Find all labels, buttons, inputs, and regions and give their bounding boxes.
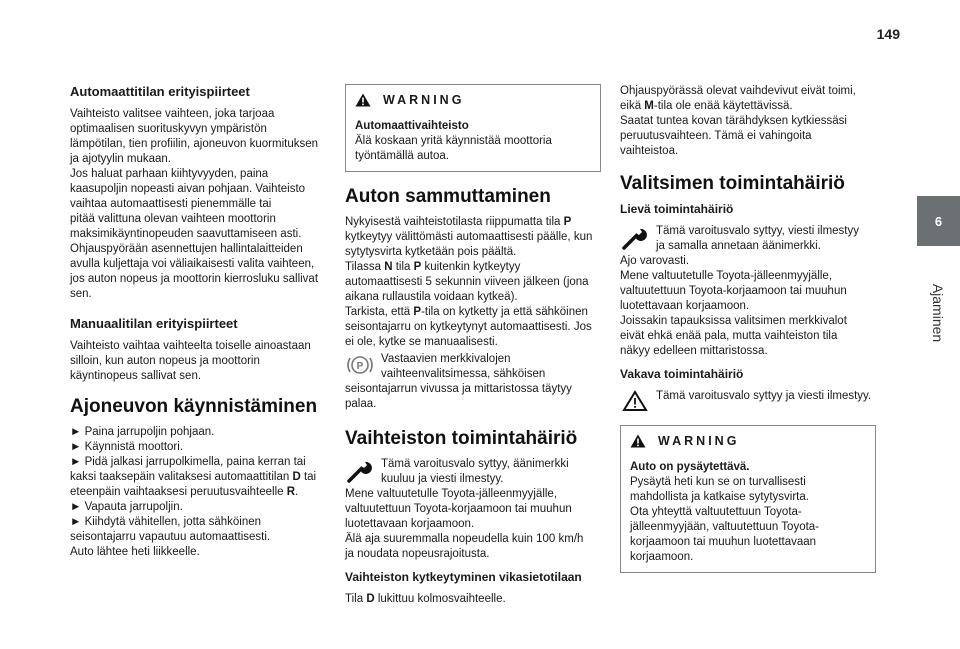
start-step: ► Paina jarrupoljin pohjaan. — [70, 426, 215, 438]
severe-fault-note — [620, 389, 876, 413]
page-number: 149 — [876, 26, 900, 42]
start-step: ► Kiihdytä vähitellen, jotta sähköinen seisontajarru vapautuu automaattisesti. — [70, 516, 271, 543]
heading-severe-fault: Vakava toimintahäiriö — [620, 367, 744, 381]
warning-title: WARNING — [383, 93, 465, 107]
text-auto-mode: Vaihteisto valitsee vaihteen, joka tarjoaa optimaalisen suorituskyvyn ympäristön lämpötilan, tien profiilin, ajoneuvon kuormituksen ja ajotyylin mukaan. Jos haluat parhaan kiihtyvyyden, paina kaasupoljin nopeasti aivan pohjaan. Vaihteisto vaihtaa automaattisesti pienemmälle tai pitää valittuna olevan vaihteen moottorin maksimikäyntinopeuden saavuttamiseen asti. Ohjauspyörään asennettujen hallintalaitteiden avulla kuljettaja voi väliaikaisesti valita vaihteen, jos auton nopeus ja moottorin kierrosluku sallivat sen. — [70, 108, 319, 300]
heading-starting: Ajoneuvon käynnistäminen — [70, 396, 318, 417]
text-stopping: Nykyisestä vaihteistotilasta riippumatta tila P kytkeytyy välittömästi automaattisesti päälle, kun sytytysvirta kytketään pois päältä. Tilassa N tila P kuitenkin kytkeytyy automaattisesti 5 sekunnin viiveen jälkeen (jona aikana rullaustila voidaan kytkeä). Tarkista, että P-tila on kytketty ja että sähköinen seisontajarru on kytkeytynyt automaattisesti. Jos ei ole, kytke se manuaalisesti. — [345, 216, 593, 348]
warning-box — [345, 84, 601, 172]
warning-box — [620, 425, 876, 573]
text-manual-mode: Vaihteisto vaihtaa vaihteelta toiselle ainoastaan silloin, kun auton nopeus ja moottorin käyntinopeus sallivat sen. — [70, 340, 311, 382]
severe-fault-note-text: Tämä varoitusvalo syttyy ja viesti ilmestyy. — [656, 390, 872, 402]
wrench-icon — [345, 457, 375, 485]
warning-text: Älä koskaan yritä käynnistää moottoria työntämällä autoa. — [355, 135, 552, 162]
park-brake-icon — [345, 352, 375, 378]
text-paddles: Ohjauspyörässä olevat vaihdevivut eivät toimi, eikä M-tila ole enää käytettävissä. Saatat tuntea kovan tärähdyksen kytkiessäsi peruutusvaihteen. Tämä ei vahingoita vaihteistoa. — [620, 85, 856, 157]
warning-triangle-icon — [355, 93, 371, 107]
heading-stopping: Auton sammuttaminen — [345, 186, 551, 207]
heading-selector-fault: Valitsimen toimintahäiriö — [620, 173, 845, 194]
warning-heading: Automaattivaihteisto — [355, 120, 469, 132]
warning-title: WARNING — [658, 434, 740, 448]
start-step: ► Pidä jalkasi jarrupolkimella, paina kerran tai kaksi taaksepäin valitaksesi automaattitilan D tai eteenpäin vaihtaaksesi peruutusvaihteelle R. — [70, 456, 317, 498]
heading-gearbox-fault: Vaihteiston toimintahäiriö — [345, 428, 578, 449]
gear-fault-rest: Mene valtuutetulle Toyota-jälleenmyyjälle, valtuutettuun Toyota-korjaamoon tai muuhun luotettavaan korjaamoon. Älä aja suuremmalla nopeudella kuin 100 km/h ja noudata nopeusrajoitusta. — [345, 488, 584, 560]
column-right — [620, 84, 876, 587]
chapter-tab[interactable] — [917, 196, 960, 246]
heading-auto-mode: Automaattitilan erityispiirteet — [70, 84, 250, 99]
minor-fault-rest: Ajo varovasti. Mene valtuutetulle Toyota-jälleenmyyjälle, valtuutettuun Toyota-korjaamoon tai muuhun luotettavaan korjaamoon. Joissakin tapauksissa valitsimen merkkivalot eivät ehkä enää pala, mutta vaihteiston tila näkyy edelleen mittaristossa. — [620, 255, 847, 357]
minor-fault-note-text: Tämä varoitusvalo syttyy, viesti ilmestyy ja samalla annetaan äänimerkki. — [656, 225, 860, 252]
svg-text:P: P — [356, 361, 364, 372]
warning-text: Pysäytä heti kun se on turvallisesti mahdollista ja katkaise sytytysvirta. Ota yhteyttä valtuutettuun Toyota- jälleenmyyjään, valtuutettuun Toyota- korjaamoon tai muuhun luotettavaan korjaamoon. — [630, 476, 820, 563]
chapter-label — [928, 258, 948, 368]
wrench-icon — [620, 224, 650, 252]
warning-heading: Auto on pysäytettävä. — [630, 461, 750, 473]
column-left — [70, 84, 328, 560]
minor-fault-note — [620, 224, 876, 254]
park-note-rest: seisontajarrun vivussa ja mittaristossa täytyy palaa. — [345, 383, 572, 410]
gear-fault-note — [345, 457, 601, 487]
text-limp-mode: Tila D lukittuu kolmosvaihteelle. — [345, 593, 506, 605]
park-note-text: Vastaavien merkkivalojen vaihteenvalitsimessa, sähköisen — [381, 353, 546, 380]
park-note — [345, 352, 601, 382]
heading-manual-mode: Manuaalitilan erityispiirteet — [70, 316, 238, 331]
start-steps — [70, 425, 328, 560]
heading-limp-mode: Vaihteiston kytkeytyminen vikasietotilaan — [345, 570, 582, 584]
start-step: ► Vapauta jarrupoljin. — [70, 501, 183, 513]
column-middle — [345, 84, 601, 615]
start-step: ► Käynnistä moottori. — [70, 441, 184, 453]
warning-triangle-icon — [630, 434, 646, 448]
heading-minor-fault: Lievä toimintahäiriö — [620, 202, 734, 216]
chapter-number: 6 — [934, 213, 943, 229]
start-step: Auto lähtee heti liikkeelle. — [70, 546, 200, 558]
warning-triangle-icon — [620, 389, 650, 413]
chapter-title: Ajaminen — [930, 283, 946, 343]
gear-fault-note-text: Tämä varoitusvalo syttyy, äänimerkki kuuluu ja viesti ilmestyy. — [381, 458, 569, 485]
